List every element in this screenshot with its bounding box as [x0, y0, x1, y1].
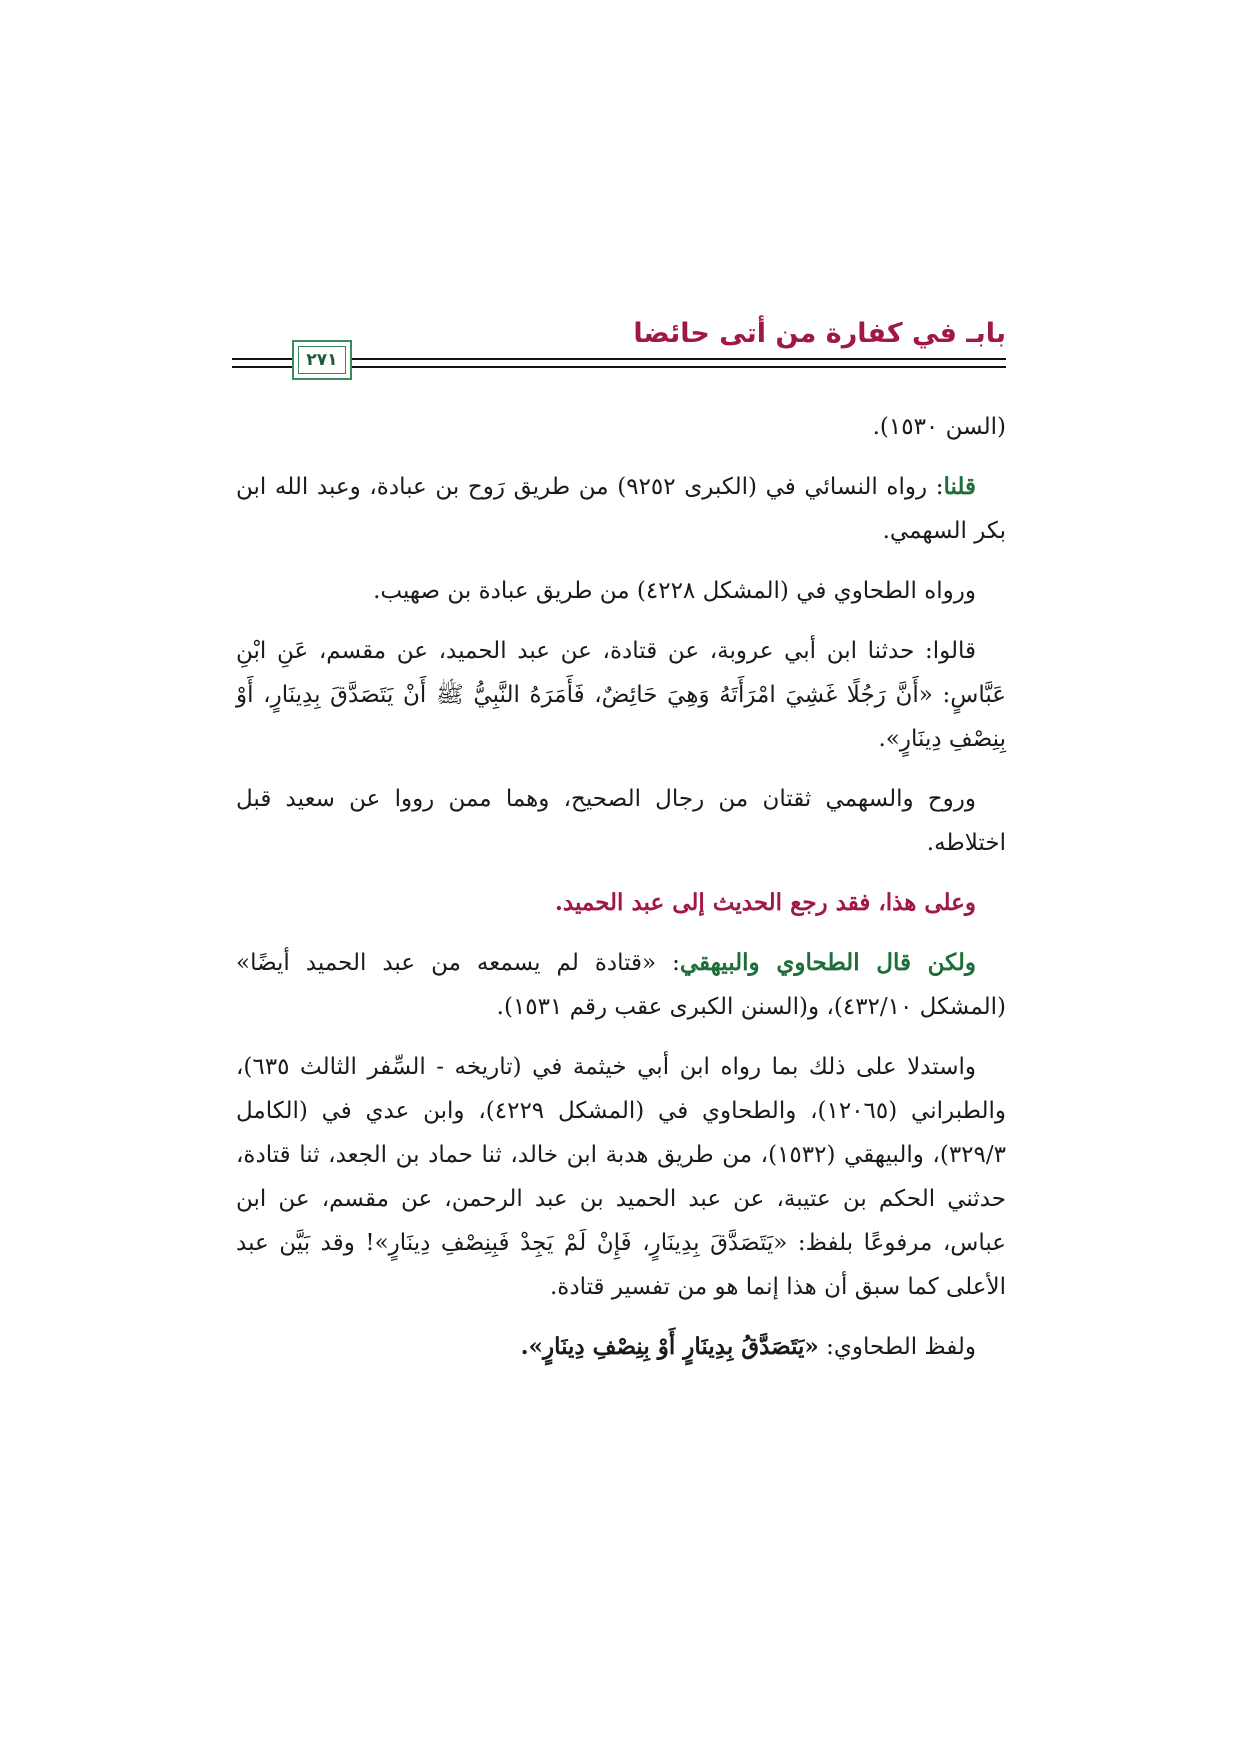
paragraph-text: وروح والسهمي ثقتان من رجال الصحيح، وهما ممن رووا عن سعيد قبل اختلاطه. — [236, 786, 1006, 856]
paragraph-objection — [236, 941, 1006, 1029]
paragraph-text: : رواه النسائي في (الكبرى ٩٢٥٢) من طريق رَوح بن عبادة، وعبد الله ابن بكر السهمي. — [236, 474, 1006, 544]
page-number: ٢٧١ — [306, 350, 338, 370]
paragraph-lead: قلنا — [943, 473, 977, 500]
paragraph-text: (السن ١٥٣٠). — [872, 414, 1006, 440]
paragraph-tahawi-narration — [236, 569, 1006, 613]
paragraph-text: : «قتادة لم يسمعه من عبد الحميد أيضًا» (المشكل ٤٣٢/١٠)، و(السنن الكبرى عقب رقم ١٥٣١). — [236, 950, 1006, 1020]
paragraph-narrators — [236, 777, 1006, 865]
paragraph-citation — [236, 405, 1006, 449]
page-number-badge — [292, 340, 352, 380]
paragraph-evidence — [236, 1045, 1006, 1309]
page-number-frame — [298, 346, 346, 374]
page-header — [232, 318, 1006, 388]
paragraph-qulna — [236, 465, 1006, 553]
paragraph-tahawi-wording — [236, 1325, 1006, 1369]
paragraph-lead: ولكن قال الطحاوي والبيهقي — [679, 949, 976, 976]
paragraph-text: «يَتَصَدَّقُ بِدِينَارٍ أَوْ بِنِصْفِ دِينَارٍ». — [520, 1333, 819, 1360]
page-body — [236, 405, 1006, 1385]
chapter-title: بابـ في كفارة من أتى حائضا — [633, 318, 1006, 349]
paragraph-text: وعلى هذا، فقد رجع الحديث إلى عبد الحميد. — [554, 889, 976, 916]
paragraph-conclusion — [236, 881, 1006, 925]
paragraph-text: قالوا: حدثنا ابن أبي عروبة، عن قتادة، عن عبد الحميد، عن مقسم، عَنِ ابْنِ عَبَّاسٍ: «أَنَّ رَجُلًا غَشِيَ امْرَأَتَهُ وَهِيَ حَائِضٌ، فَأَمَرَهُ النَّبِيُّ ﷺ أَنْ يَتَصَدَّقَ بِدِينَارٍ، أَوْ بِنِصْفِ دِينَارٍ». — [236, 638, 1006, 752]
paragraph-hadith — [236, 629, 1006, 761]
paragraph-lead: ولفظ الطحاوي: — [818, 1334, 976, 1360]
paragraph-text: واستدلا على ذلك بما رواه ابن أبي خيثمة في (تاريخه - السِّفر الثالث ٦٣٥)، والطبراني (١٢٠٦٥)، والطحاوي في (المشكل ٤٢٢٩)، وابن عدي في (الكامل ٣٢٩/٣)، والبيهقي (١٥٣٢)، من طريق هدبة ابن خالد، ثنا حماد بن الجعد، ثنا قتادة، حدثني الحكم بن عتيبة، عن عبد الحميد بن عبد الرحمن، عن مقسم، عن ابن عباس، مرفوعًا بلفظ: «يَتَصَدَّقَ بِدِينَارٍ، فَإِنْ لَمْ يَجِدْ فَبِنِصْفِ دِينَارٍ»! وقد بَيَّن عبد الأعلى كما سبق أن هذا إنما هو من تفسير قتادة. — [236, 1054, 1007, 1300]
paragraph-text: ورواه الطحاوي في (المشكل ٤٢٢٨) من طريق عبادة بن صهيب. — [373, 578, 976, 604]
